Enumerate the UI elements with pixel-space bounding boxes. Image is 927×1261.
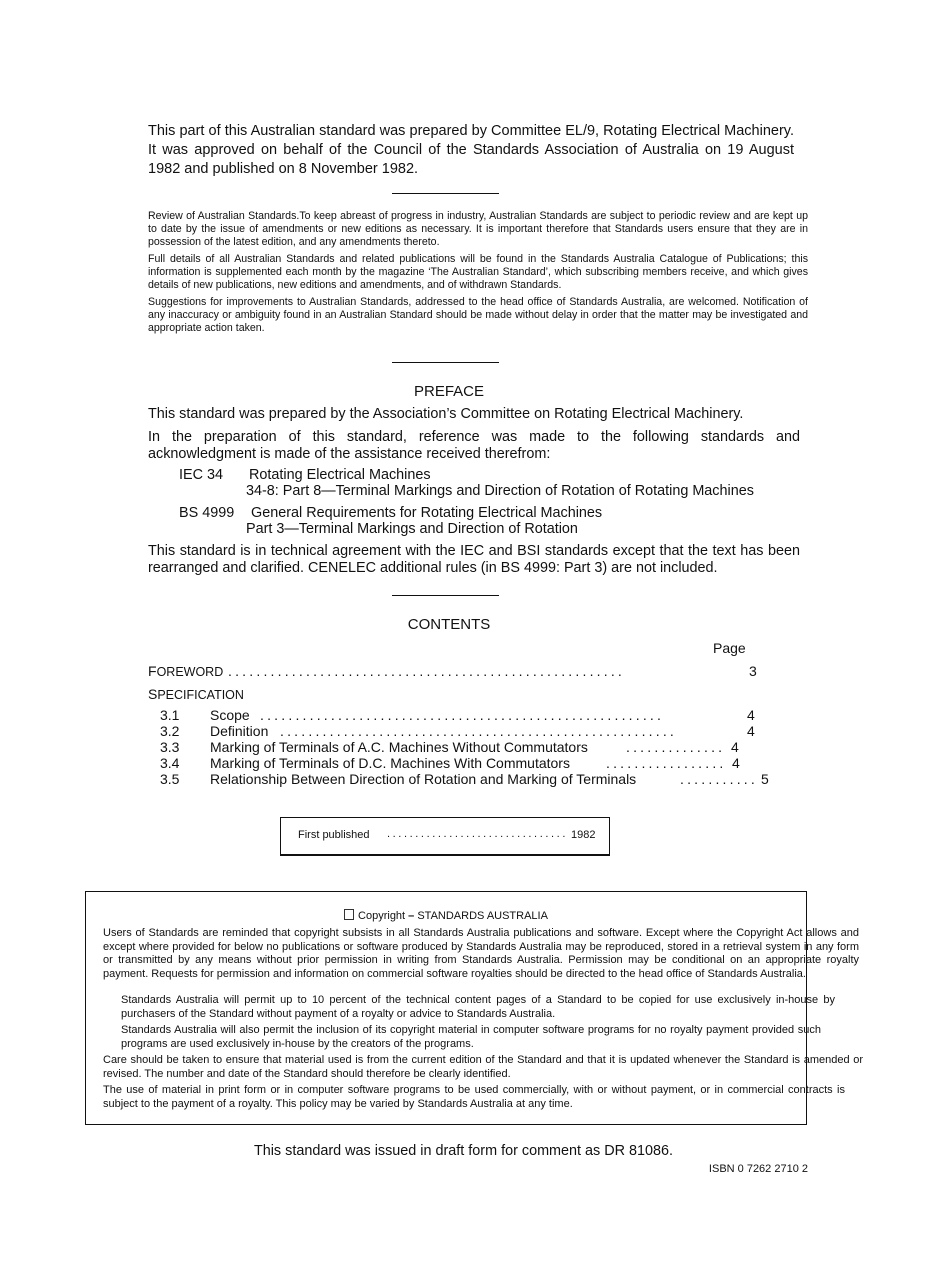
toc-section-specification: SPECIFICATION	[148, 686, 244, 702]
reference-title: General Requirements for Rotating Electrical Machines	[251, 505, 603, 521]
draft-note: This standard was issued in draft form for comment as DR 81086.	[253, 1143, 674, 1159]
toc-item-number: 3.2	[160, 723, 180, 739]
preface-paragraph: This standard was prepared by the Association’s Committee on Rotating Electrical Machinery.	[148, 406, 744, 422]
toc-page-number: 3	[749, 663, 757, 679]
divider	[392, 595, 499, 596]
notice-block	[148, 210, 808, 339]
toc-page-number: 4	[732, 755, 740, 771]
toc-page-number: 4	[747, 707, 755, 723]
suggestions-notice: Suggestions for improvements to Australian Standards, addressed to the head office of Standards Australia, are welcomed. Notification of any inaccuracy or ambiguity found in an Australian Standard should be made without delay in order that the matter may be investigated and appropriate action taken.	[148, 296, 808, 334]
preface-text	[148, 406, 800, 469]
contents-heading: CONTENTS	[407, 616, 491, 633]
toc-item-number: 3.3	[160, 739, 180, 755]
reference-title: Rotating Electrical Machines	[249, 467, 431, 483]
page-column-label: Page	[713, 640, 746, 656]
copyright-paragraph: The use of material in print form or in computer software programs to be used commercially, with or without payment, or in commercial contracts is subject to the payment of a royalty. This policy may be varied by Standards Australia at any time.	[103, 1084, 845, 1110]
divider	[392, 362, 499, 363]
copyright-paragraph: Standards Australia will also permit the inclusion of its copyright material in computer software programs for no royalty payment provided such programs are used exclusively in-house by the creators of the programs.	[121, 1024, 821, 1050]
toc-item-number: 3.5	[160, 771, 180, 787]
reference-subtitle: 34-8: Part 8—Terminal Markings and Direction of Rotation of Rotating Machines	[246, 483, 754, 499]
toc-page-number: 5	[761, 771, 769, 787]
toc-leader-dots: .........................................................	[260, 707, 665, 723]
divider	[392, 193, 499, 194]
toc-leader-dots: ........................................................	[228, 663, 626, 679]
toc-leader-dots: .................	[606, 755, 727, 771]
approval-paragraph: This part of this Australian standard was prepared by Committee EL/9, Rotating Electrical Machinery. It was approved on behalf of the Council of the Standards Association of Australia on 19 August 1982 and published on 8 November 1982.	[148, 123, 794, 177]
toc-entry-foreword[interactable]: FOREWORD	[148, 663, 224, 679]
toc-item-dc-terminals[interactable]: Marking of Terminals of D.C. Machines With Commutators	[210, 755, 570, 771]
copyright-paragraph: Care should be taken to ensure that material used is from the current edition of the Standard and that it is updated whenever the Standard is amended or revised. The number and date of the Standard should therefore be clearly identified.	[103, 1054, 863, 1080]
toc-item-number: 3.4	[160, 755, 180, 771]
first-published-box	[280, 817, 610, 856]
toc-item-rotation[interactable]: Relationship Between Direction of Rotation and Marking of Terminals	[210, 771, 637, 787]
copyright-heading: Copyright – STANDARDS AUSTRALIA	[0, 909, 892, 924]
copyright-paragraph: Users of Standards are reminded that copyright subsists in all Standards Australia publications and software. Except where the Copyright Act allows and except where provided for below no publications or software produced by Standards Australia may be reproduced, stored in a retrieval system in any form or transmitted by any means without prior permission in writing from Standards Australia. Permission may be conditional on an appropriate royalty payment. Requests for permission and information on commercial software royalties should be directed to the head office of Standards Australia.	[103, 927, 859, 980]
toc-item-definition[interactable]: Definition	[210, 723, 269, 739]
leader-dots: ................................	[387, 828, 568, 840]
toc-page-number: 4	[731, 739, 739, 755]
toc-page-number: 4	[747, 723, 755, 739]
isbn: ISBN 0 7262 2710 2	[708, 1163, 808, 1175]
preface-paragraph: This standard is in technical agreement with the IEC and BSI standards except that the text has been rearranged and clarified. CENELEC additional rules (in BS 4999: Part 3) are not included.	[148, 543, 800, 576]
reference-code: IEC 34	[179, 467, 223, 483]
toc-item-ac-terminals[interactable]: Marking of Terminals of A.C. Machines Without Commutators	[210, 739, 588, 755]
first-published-year: 1982	[571, 829, 596, 841]
copyright-paragraph: Standards Australia will permit up to 10 percent of the technical content pages of a Standard to be copied for use exclusively in-house by purchasers of the Standard without payment of a royalty or advice to Standards Australia.	[121, 994, 835, 1020]
preface-paragraph: In the preparation of this standard, reference was made to the following standards and acknowledgment is made of the assistance received therefrom:	[148, 429, 800, 462]
copyright-icon	[344, 909, 354, 920]
catalogue-notice: Full details of all Australian Standards and related publications will be found in the Standards Australia Catalogue of Publications; this information is supplemented each month by the magazine ‘The Australian Standard’, which subscribing members receive, and which gives details of new publications, new editions and amendments, and of withdrawn Standards.	[148, 253, 808, 291]
toc-item-scope[interactable]: Scope	[210, 707, 250, 723]
toc-leader-dots: ...........	[680, 771, 758, 787]
review-notice: Review of Australian Standards.To keep abreast of progress in industry, Australian Standards are subject to periodic review and are kept up to date by the issue of amendments or new editions as necessary. It is important therefore that Standards users ensure that they are in possession of the latest edition, and any amendments thereto.	[148, 210, 808, 248]
toc-leader-dots: ........................................................	[280, 723, 678, 739]
preface-heading: PREFACE	[413, 383, 485, 400]
toc-item-number: 3.1	[160, 707, 180, 723]
reference-code: BS 4999	[179, 505, 235, 521]
toc-leader-dots: ..............	[626, 739, 726, 755]
reference-subtitle: Part 3—Terminal Markings and Direction of Rotation	[246, 521, 578, 537]
first-published-label: First published	[298, 829, 370, 841]
